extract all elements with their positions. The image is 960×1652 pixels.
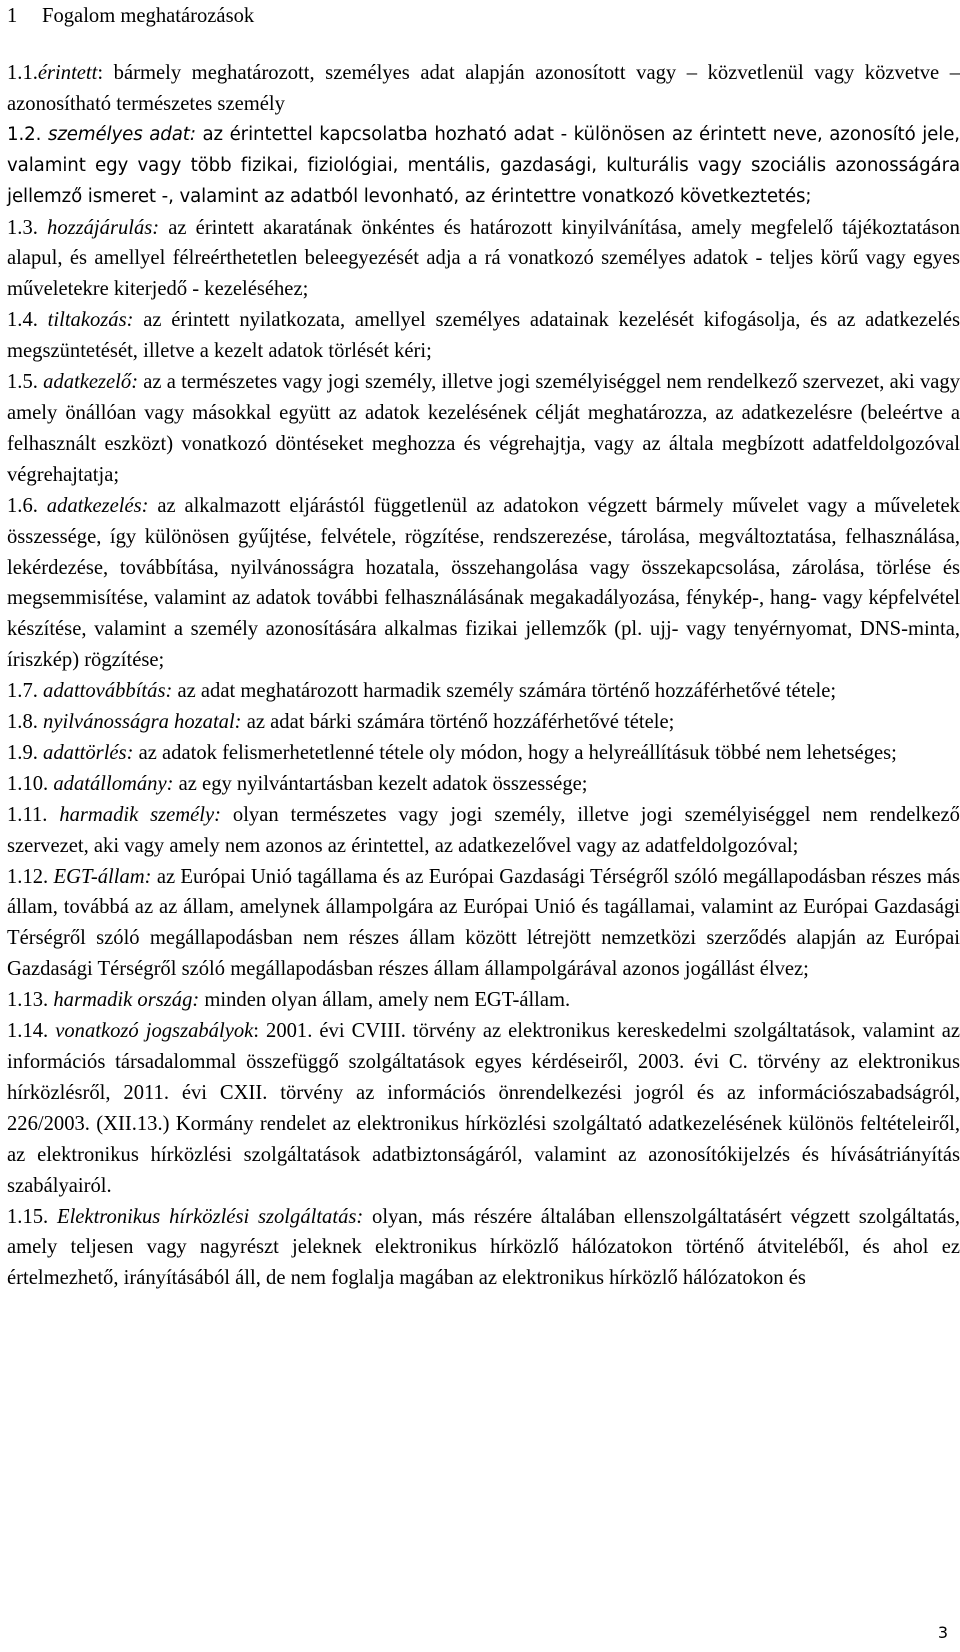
definition-number: 1.11. xyxy=(7,803,48,826)
definition-term: vonatkozó jogszabályok xyxy=(55,1020,254,1043)
definition-term: Elektronikus hírközlési szolgáltatás: xyxy=(56,1205,364,1228)
definition-number: 1.13. xyxy=(7,989,49,1012)
definition-number: 1.1. xyxy=(7,62,38,84)
definition-text: az Európai Unió tagállama és az Európai Gazdasági Térségről szóló megállapodásban részes más állam, továbbá az az állam, amelynek állampolgára az Európai Unió és tagállamai, valamint az Európai Gazdasági Térségről szóló megállapodásban nem részes állam között létrejött nemzetközi szerződés alapján az Európai Gazdasági Térségről szóló megállapodásban részes állam állampolgárával azonos jogállást élvez; xyxy=(7,865,960,981)
definition-number: 1.14. xyxy=(7,1020,49,1043)
definition-text: az egy nyilvántartásban kezelt adatok összessége; xyxy=(178,772,588,795)
definition-number: 1.5. xyxy=(7,371,38,394)
definition-item xyxy=(7,213,960,306)
definition-term: tiltakozás: xyxy=(47,309,134,332)
definition-number: 1.15. xyxy=(7,1205,49,1228)
definition-term: érintett xyxy=(37,62,98,84)
definition-number: 1.4. xyxy=(7,309,38,332)
definition-item xyxy=(7,707,960,738)
definition-text: az érintett akaratának önkéntes és határozott kinyilvánítása, amely megfelelő tájékoztatáson alapul, és amellyel félreérthetetlen beleegyezését adja a rá vonatkozó személyes adatok - teljes körű vagy egyes műveletekre kiterjedő - kezeléséhez; xyxy=(7,216,960,301)
definition-term: adattovábbítás: xyxy=(43,680,173,703)
definition-item xyxy=(7,367,960,491)
definition-item xyxy=(7,120,960,213)
definition-term: harmadik ország: xyxy=(53,989,200,1012)
definition-number: 1.6. xyxy=(7,494,38,517)
definition-number: 1.10. xyxy=(7,772,49,795)
definition-term: adatállomány: xyxy=(53,772,174,795)
definition-item: 1.14. vonatkozó jogszabályok: 2001. évi CVIII. törvény az elektronikus kereskedelmi szolgáltatások, valamint az információs társadalommal összefüggő szolgáltatások egyes kérdéseiről, 2003. évi C. törvény az elektronikus hírközlésről, 2011. évi CXII. törvény az információs önrendelkezési jogról és az információszabadságról, 226/2003. (XII.13.) Kormány rendelet az elektronikus hírközlési szolgáltató adatkezelésének különös feltételeiről, az elektronikus hírközlési szolgáltatások adatbiztonságáról, valamint az azonosítókijelzés és hívásátriányítás szabályairól. xyxy=(7,1020,960,1197)
definition-text: az adatok felismerhetetlenné tétele oly módon, hogy a helyreállításuk többé nem lehetséges; xyxy=(138,741,897,764)
definition-text: bármely meghatározott, személyes adat alapján azonosított vagy – közvetlenül vagy közvetve – azonosítható természetes személy xyxy=(7,62,960,115)
definition-text: 2001. évi CVIII. törvény az elektronikus kereskedelmi szolgáltatások, valamint az információs társadalommal összefüggő szolgáltatások egyes kérdéseiről, 2003. évi C. törvény az elektronikus hírközlésről, 2011. évi CXII. törvény az információs önrendelkezési jogról és az információszabadságról, 226/2003. (XII.13.) Kormány rendelet az elektronikus hírközlési szolgáltató adatkezelésének különös feltételeiről, az elektronikus hírközlési szolgáltatások adatbiztonságáról, valamint az azonosítókijelzés és hívásátriányítás szabályairól. xyxy=(7,1020,960,1197)
definition-term: nyilvánosságra hozatal: xyxy=(43,711,242,734)
definition-text: olyan természetes vagy jogi személy, illetve jogi személyiséggel nem rendelkező szervezet, aki vagy amely nem azonos az érintettel, az adatkezelővel vagy az adatfeldolgozóval; xyxy=(7,803,960,857)
section-number: 1 xyxy=(7,5,18,27)
definition-item xyxy=(7,769,960,800)
definition-number: 1.8. xyxy=(7,711,38,734)
section-heading xyxy=(7,1,254,32)
page-number: 3 xyxy=(937,1623,948,1642)
definition-term: adatkezelés: xyxy=(46,494,149,517)
definition-list xyxy=(7,58,960,1294)
definition-term: adatkezelő: xyxy=(43,371,139,394)
definition-text: az érintettel kapcsolatba hozható adat - különösen az érintett neve, azonosító jele, valamint egy vagy több fizikai, fiziológiai, mentális, gazdasági, kulturális vagy szociális azonosságára jellemző ismeret -, valamint az adatból levonható, az érintettre vonatkozó következtetés; xyxy=(7,123,960,207)
definition-text: az a természetes vagy jogi személy, illetve jogi személyiséggel nem rendelkező szervezet, aki vagy amely önállóan vagy másokkal együtt az adatok kezelésének célját meghatározza, az adatkezelésre (beleértve a felhasznált eszközt) vonatkozó döntéseket meghozza és végrehajtja, vagy az általa megbízott adatfeldolgozóval végrehajtatja; xyxy=(7,371,960,486)
definition-item: 1.1.érintett: bármely meghatározott, személyes adat alapján azonosított vagy – közvetlenül vagy közvetve – azonosítható természetes személy xyxy=(7,62,960,115)
definition-number: 1.7. xyxy=(7,680,38,703)
definition-text: minden olyan állam, amely nem EGT-állam. xyxy=(204,989,571,1012)
section-title: Fogalom meghatározások xyxy=(42,5,255,27)
definition-item xyxy=(7,800,960,862)
definition-number: 1.12. xyxy=(7,865,49,888)
definition-item xyxy=(7,676,960,707)
definition-item xyxy=(7,862,960,986)
definition-number: 1.2. xyxy=(7,123,42,145)
definition-text: olyan, más részére általában ellenszolgáltatásért végzett szolgáltatás, amely teljesen vagy nagyrészt jeleknek elektronikus hírközlő hálózatokon történő átviteléből, és ahol ez értelmezhető, irányításából áll, de nem foglalja magában az elektronikus hírközlő hálózatokon és xyxy=(7,1205,960,1290)
document-page xyxy=(7,0,960,1652)
definition-term: adattörlés: xyxy=(43,741,134,764)
definition-text: az adat meghatározott harmadik személy számára történő hozzáférhetővé tétele; xyxy=(177,680,837,703)
definition-text: az alkalmazott eljárástól függetlenül az adatokon végzett bármely művelet vagy a műveletek összessége, így különösen gyűjtése, felvétele, rögzítése, rendszerezése, tárolása, megváltoztatása, felhasználása, lekérdezése, továbbítása, nyilvánosságra hozatala, összehangolása vagy összekapcsolása, zárolása, törlése és megsemmisítése, valamint az adatok további felhasználásának megakadályozása, fénykép-, hang- vagy képfelvétel készítése, valamint a személy azonosítására alkalmas fizikai jellemzők (pl. ujj- vagy tenyérnyomat, DNS-minta, íriszkép) rögzítése; xyxy=(7,494,960,672)
definition-term: harmadik személy: xyxy=(59,803,222,826)
definition-item xyxy=(7,738,960,769)
definition-item xyxy=(7,305,960,367)
definition-number: 1.3. xyxy=(7,216,38,239)
definition-term: EGT-állam: xyxy=(53,865,152,888)
definition-text: az érintett nyilatkozata, amellyel személyes adatainak kezelését kifogásolja, és az adatkezelés megszüntetését, illetve a kezelt adatok törlését kéri; xyxy=(7,309,960,363)
definition-item xyxy=(7,1202,960,1295)
definition-item xyxy=(7,491,960,676)
definition-term: hozzájárulás: xyxy=(47,216,160,239)
definition-term: személyes adat: xyxy=(47,123,196,145)
definition-text: az adat bárki számára történő hozzáférhetővé tétele; xyxy=(246,711,675,734)
definition-number: 1.9. xyxy=(7,741,38,764)
definition-item xyxy=(7,985,960,1016)
